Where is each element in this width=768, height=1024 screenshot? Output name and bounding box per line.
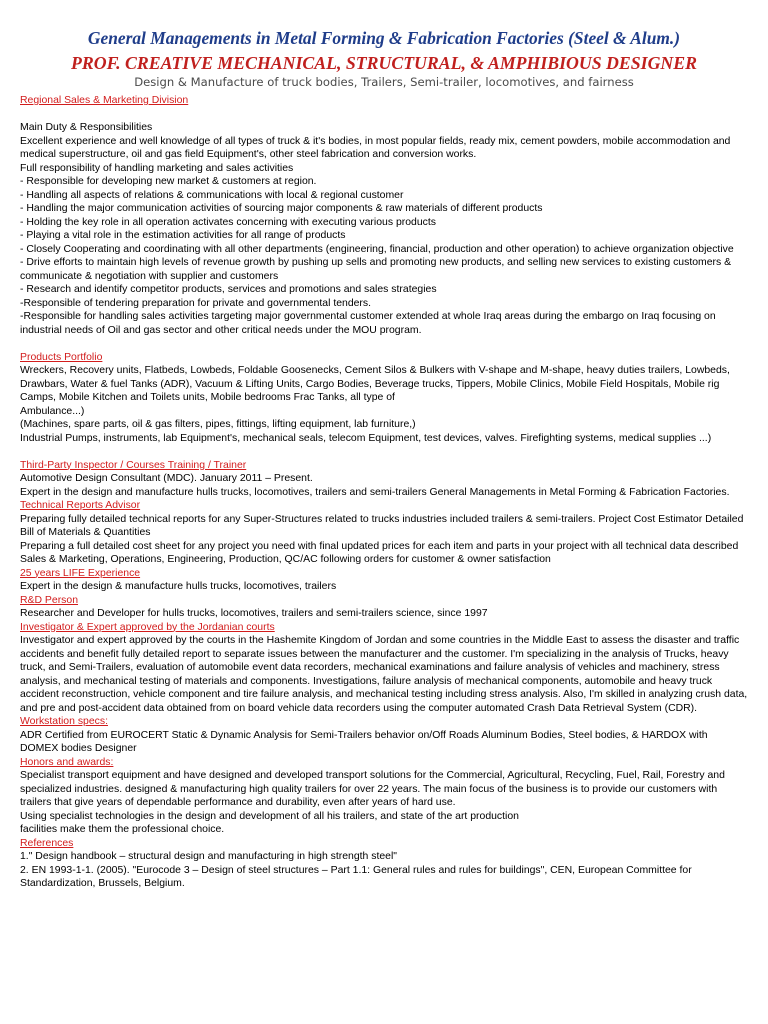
list-item: - Handling all aspects of relations & communications with local & regional customer bbox=[20, 189, 404, 201]
list-item: - Research and identify competitor products, services and promotions and sales strategies bbox=[20, 284, 437, 295]
section-heading-products-portfolio: Products Portfolio bbox=[20, 351, 103, 363]
reference-item: 1." Design handbook – structural design and manufacturing in high strength steel" bbox=[20, 851, 398, 862]
section-heading-investigator: Investigator & Expert approved by the Jordanian courts bbox=[20, 621, 275, 633]
spacer bbox=[20, 445, 748, 459]
spacer bbox=[20, 108, 748, 122]
reference-item: 2. EN 1993-1-1. (2005). "Eurocode 3 – Design of steel structures – Part 1.1: General rules and rules for buildings", CEN, European Committee for Standardization, Brussels, Belgium. bbox=[20, 864, 692, 889]
list-item: - Drive efforts to maintain high levels of revenue growth by pushing up sells and promoting new products, and selling new services to existing customers & communicate & negotiation with supplier and customers bbox=[20, 257, 732, 282]
paragraph: Using specialist technologies in the design and development of all his trailers, and state of the art production bbox=[20, 810, 519, 822]
document-tagline: Design & Manufacture of truck bodies, Trailers, Semi-trailer, locomotives, and fairness bbox=[134, 75, 634, 89]
paragraph: Ambulance...) bbox=[20, 405, 85, 417]
section-heading-inspector: Third-Party Inspector / Courses Training / Trainer bbox=[20, 459, 247, 471]
paragraph: Automotive Design Consultant (MDC). January 2011 – Present. bbox=[20, 473, 313, 484]
paragraph: Sales & Marketing, Operations, Engineering, Production, QC/AC following orders for customer & owner satisfaction bbox=[20, 554, 551, 565]
paragraph: Investigator and expert approved by the courts in the Hashemite Kingdom of Jordan and some countries in the Middle East to assess the disaster and traffic accidents and benefit fully detailed report to separate issues between the manufacturer and the customer. I'm specializing in the analysis of Trucks, heavy truck, and Semi-Trailers, evaluation of automobile event data recorders, mechanical examinations and failure analysis of vehicles and machinery, stress analysis, and mechanical testing of materials and components. Investigations, failure analysis of mechanical components, automobile and heavy truck accident reconstruction, vehicle component and tire failure analysis, and mechanical testing including stress analysis. Also, I'm skilled in analyzing crush data, and pre and post-accident data obtained from on board vehicle data recorders using the computer automated Crash Data Retrieval System (CDR). bbox=[20, 635, 748, 714]
section-heading-workstation: Workstation specs: bbox=[20, 716, 108, 727]
document-body bbox=[20, 94, 748, 891]
section-heading-references: References bbox=[20, 837, 74, 849]
paragraph: (Machines, spare parts, oil & gas filters, pipes, fittings, lifting equipment, lab furniture,) bbox=[20, 419, 416, 430]
paragraph: Specialist transport equipment and have designed and developed transport solutions for the Commercial, Agricultural, Recycling, Fuel, Rail, Forestry and specialized industries. designed & manufacturing high quality trailers for over 22 years. The main focus of the business is to provide our customers with trailers that give years of dependable performance and durability, even after years of hard use. bbox=[20, 770, 725, 808]
paragraph: Expert in the design & manufacture hulls trucks, locomotives, trailers bbox=[20, 581, 337, 592]
paragraph: Excellent experience and well knowledge of all types of truck & it's bodies, in most popular fields, ready mix, cement powders, mobile accommodation and medical superstructure, oil and gas field Equipment's, other steel fabrication and conversion works. bbox=[20, 135, 731, 160]
paragraph: Expert in the design and manufacture hulls trucks, locomotives, trailers and semi-trailers General Managements in Metal Forming & Fabrication Factories. bbox=[20, 486, 730, 498]
list-item: - Closely Cooperating and coordinating with all other departments (engineering, financial, production and other operation) to achieve organization objective bbox=[20, 243, 734, 255]
paragraph: Wreckers, Recovery units, Flatbeds, Lowbeds, Foldable Goosenecks, Cement Silos & Bulkers with V-shape and M-shape, heavy duties trailers, Lowbeds, Drawbars, Water & fuel Tanks (ADR), Vacuum & Lifting Units, Cargo Bodies, Beverage trucks, Tippers, Mobile Clinics, Mobile Field Hospitals, Mobile rig Camps, Mobile Kitchen and Toilets units, Mobile bedrooms Frac Tanks, all type of bbox=[20, 365, 730, 403]
paragraph: Full responsibility of handling marketing and sales activities bbox=[20, 162, 294, 174]
list-item: - Handling the major communication activities of sourcing major components & raw materials of different products bbox=[20, 203, 543, 214]
section-heading-technical-reports: Technical Reports Advisor bbox=[20, 500, 141, 511]
paragraph: Preparing fully detailed technical reports for any Super-Structures related to trucks industries included trailers & semi-trailers. Project Cost Estimator Detailed Bill of Materials & Quantities bbox=[20, 513, 744, 538]
document-title: General Managements in Metal Forming & Fabrication Factories (Steel & Alum.) bbox=[87, 28, 681, 48]
list-item: - Responsible for developing new market & customers at region. bbox=[20, 176, 317, 187]
paragraph: Preparing a full detailed cost sheet for any project you need with final updated prices for each item and parts in your project with all technical data described bbox=[20, 540, 739, 552]
list-item: - Holding the key role in all operation activates concerning with executing various products bbox=[20, 216, 436, 228]
paragraph: ADR Certified from EUROCERT Static & Dynamic Analysis for Semi-Trailers behavior on/Off Roads Aluminum Bodies, Steel bodies, & HARDOX with DOMEX bodies Designer bbox=[20, 729, 708, 754]
section-heading-honors: Honors and awards: bbox=[20, 756, 114, 768]
spacer bbox=[20, 337, 748, 351]
document-page bbox=[20, 27, 748, 891]
list-item: -Responsible for handling sales activities targeting major governmental customer extended at whole Iraq areas during the embargo on Iraq focusing on industrial needs of Oil and gas sector and other critical needs under the MOU program. bbox=[20, 311, 716, 336]
section-heading-regional-sales: Regional Sales & Marketing Division bbox=[20, 95, 189, 106]
list-item: - Playing a vital role in the estimation activities for all range of products bbox=[20, 230, 346, 241]
paragraph: Main Duty & Responsibilities bbox=[20, 122, 153, 133]
paragraph: Researcher and Developer for hulls trucks, locomotives, trailers and semi-trailers science, since 1997 bbox=[20, 608, 488, 619]
section-heading-life-experience: 25 years LIFE Experience bbox=[20, 567, 141, 579]
list-item: -Responsible of tendering preparation for private and governmental tenders. bbox=[20, 297, 372, 309]
paragraph: Industrial Pumps, instruments, lab Equipment's, mechanical seals, telecom Equipment, test devices, valves. Firefighting systems, medical supplies ...) bbox=[20, 432, 712, 444]
section-heading-rd-person: R&D Person bbox=[20, 594, 79, 606]
paragraph: facilities make them the professional choice. bbox=[20, 824, 225, 835]
document-subtitle: PROF. CREATIVE MECHANICAL, STRUCTURAL, & AMPHIBIOUS DESIGNER bbox=[71, 53, 697, 73]
